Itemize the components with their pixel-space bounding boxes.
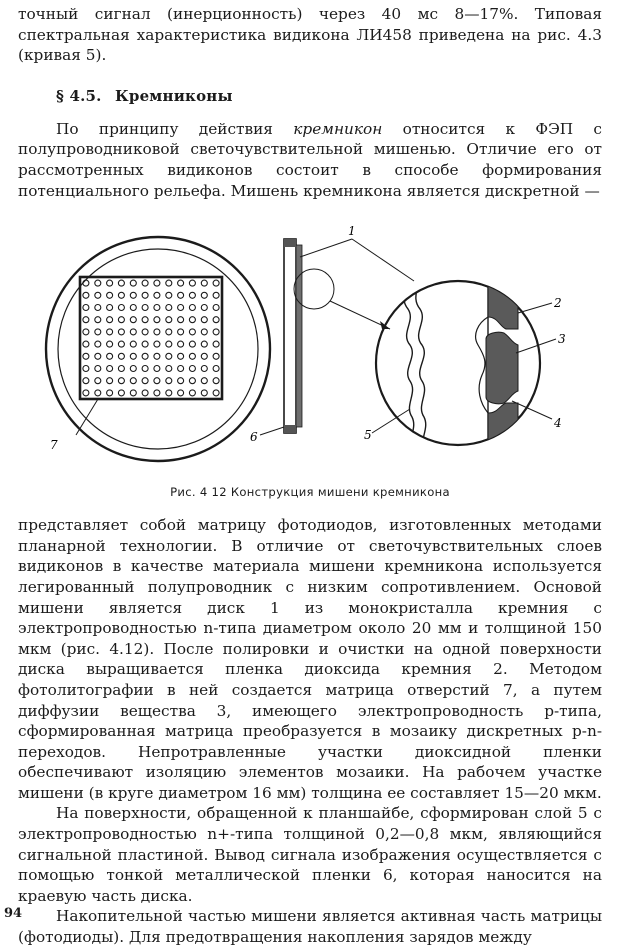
matrix-dot <box>166 329 172 335</box>
matrix-dot <box>130 292 136 298</box>
matrix-dot <box>130 280 136 286</box>
label-1: 1 <box>348 224 356 239</box>
matrix-dot <box>130 329 136 335</box>
matrix-dot <box>189 341 195 347</box>
matrix-dot <box>83 366 89 372</box>
matrix-dot <box>213 280 219 286</box>
paragraph-last: Накопительной частью мишени является активная часть матрицы (фотодиоды). Для предотвращения накопления зарядов между <box>18 907 602 947</box>
matrix-dot <box>201 378 207 384</box>
figure-caption: Рис. 4 12 Конструкция мишени кремникона <box>170 485 450 500</box>
side-layer <box>296 245 302 427</box>
matrix-dot <box>154 305 160 311</box>
matrix-dot <box>130 366 136 372</box>
matrix-dot <box>201 280 207 286</box>
side-bottom-film <box>284 425 296 433</box>
matrix-dot <box>166 366 172 372</box>
matrix-dot <box>154 378 160 384</box>
intro-part1: По принципу действия <box>56 119 294 138</box>
matrix-dot <box>201 305 207 311</box>
matrix-dot <box>118 353 124 359</box>
matrix-dot <box>213 366 219 372</box>
oxide-top <box>488 273 518 329</box>
matrix-dot <box>107 292 113 298</box>
detail-content <box>404 273 548 455</box>
matrix-dot <box>107 353 113 359</box>
paragraph-layer: На поверхности, обращенной к планшайбе, сформирован слой 5 с электропроводностью n+-типа толщиной 0,2—0,8 мкм, являющийся сигнальной пластиной. Вывод сигнала изображения осуществляется с помощью тонкой металлической пленки 6, которая наносится на краевую часть диска. <box>18 804 602 905</box>
matrix-dot <box>201 341 207 347</box>
matrix-dot <box>130 305 136 311</box>
matrix-dot <box>201 317 207 323</box>
matrix-dot <box>130 390 136 396</box>
side-plate <box>284 239 296 433</box>
leader-2 <box>518 303 552 313</box>
matrix-dot <box>83 353 89 359</box>
matrix-dot <box>118 305 124 311</box>
matrix-dot <box>95 378 101 384</box>
label-5: 5 <box>364 428 372 443</box>
matrix-dot <box>189 378 195 384</box>
matrix-dot <box>83 292 89 298</box>
matrix-dot <box>95 390 101 396</box>
matrix-dot <box>213 341 219 347</box>
matrix-dot <box>178 390 184 396</box>
figure-drawing <box>18 213 602 475</box>
matrix-dot <box>83 280 89 286</box>
matrix-dot <box>95 353 101 359</box>
matrix-dot <box>154 366 160 372</box>
matrix-dot <box>83 378 89 384</box>
paragraph-intro <box>18 119 602 201</box>
leader-1b <box>352 239 414 281</box>
matrix-dot <box>118 341 124 347</box>
matrix-dot <box>166 305 172 311</box>
matrix-dot <box>189 329 195 335</box>
p-region <box>486 332 518 404</box>
intro-part2: относится к ФЭП с полупроводниковой светочувствительной мишенью. Отличие его от рассмотренных видиконов состоит в способе формирования потенциального рельефа. Мишень кремникона является дискретной — <box>18 119 602 200</box>
matrix-dot <box>95 366 101 372</box>
matrix-dot <box>107 378 113 384</box>
matrix-dot <box>107 329 113 335</box>
label-6: 6 <box>250 430 258 445</box>
label-3: 3 <box>558 332 566 347</box>
matrix-dot <box>130 353 136 359</box>
matrix-dot <box>83 305 89 311</box>
page-body <box>18 4 602 948</box>
matrix-dot <box>154 353 160 359</box>
side-top-film <box>284 239 296 247</box>
matrix-dot <box>166 292 172 298</box>
matrix-dot <box>201 390 207 396</box>
matrix-dot <box>213 317 219 323</box>
matrix-dot <box>166 378 172 384</box>
matrix-dot <box>213 353 219 359</box>
leader-6 <box>260 427 284 435</box>
section-title: Кремниконы <box>115 86 233 105</box>
matrix-dot <box>142 305 148 311</box>
matrix-dot <box>178 280 184 286</box>
matrix-dot <box>142 353 148 359</box>
matrix-dot <box>83 390 89 396</box>
matrix-dot <box>107 280 113 286</box>
matrix-dot <box>83 341 89 347</box>
matrix-dot <box>118 280 124 286</box>
matrix-dot <box>178 329 184 335</box>
matrix-dot <box>95 317 101 323</box>
matrix-dot <box>178 353 184 359</box>
matrix-dot <box>213 390 219 396</box>
matrix-dot <box>166 390 172 396</box>
matrix-dot <box>142 292 148 298</box>
figure-4-12 <box>18 213 602 475</box>
matrix-dot <box>201 329 207 335</box>
matrix-dot <box>130 341 136 347</box>
leader-1a <box>300 239 352 257</box>
paragraph-main: представляет собой матрицу фотодиодов, изготовленных методами планарной технологии. В отличие от светочувствительных слоев видиконов в качестве материала мишени кремникона используется легированный полупроводник с низким сопротивлением. Основой мишени является диск 1 из монокристалла кремния с электропроводностью n-типа диаметром около 20 мм и толщиной 150 мкм (рис. 4.12). После полировки и очистки на одной поверхности диска выращивается пленка диоксида кремния 2. Методом фотолитографии в ней создается матрица отверстий 7, а путем диффузии вещества 3, имеющего электропроводность p-типа, сформированная матрица преобразуется в мозаику дискретных p-n-переходов. Непротравленные участки диоксидной пленки обеспечивают изоляцию элементов мозаики. На рабочем участке мишени (в круге диаметром 16 мм) толщина ее составляет 15—20 мкм. <box>18 516 602 802</box>
matrix-dot <box>154 341 160 347</box>
matrix-dot <box>83 317 89 323</box>
matrix-dot <box>107 366 113 372</box>
matrix-dot <box>154 329 160 335</box>
matrix-dot <box>95 292 101 298</box>
matrix-dot <box>166 353 172 359</box>
section-number: § 4.5. <box>56 86 102 105</box>
section-heading <box>56 87 602 105</box>
matrix-dot <box>154 280 160 286</box>
matrix-dot <box>118 292 124 298</box>
matrix-dot <box>166 341 172 347</box>
matrix-dot <box>189 353 195 359</box>
matrix-dot <box>178 366 184 372</box>
matrix-dot <box>166 317 172 323</box>
matrix-dot <box>154 390 160 396</box>
disk-inner-circle <box>58 249 258 449</box>
matrix-dot <box>130 317 136 323</box>
matrix-dot <box>142 317 148 323</box>
matrix-dot <box>118 329 124 335</box>
matrix-dot <box>189 390 195 396</box>
matrix-dot <box>107 317 113 323</box>
matrix-dot <box>213 305 219 311</box>
matrix-dot <box>178 292 184 298</box>
leader-7 <box>76 399 98 435</box>
page-number: 94 <box>4 906 23 921</box>
matrix-dot <box>178 341 184 347</box>
matrix-dot <box>142 390 148 396</box>
matrix-dot <box>201 292 207 298</box>
matrix-dot <box>107 341 113 347</box>
matrix-dot <box>130 378 136 384</box>
intro-term: кремникон <box>293 119 383 138</box>
matrix-dot <box>142 366 148 372</box>
matrix-dot <box>178 317 184 323</box>
oxide-bottom <box>488 403 518 455</box>
matrix-dot <box>118 317 124 323</box>
matrix-dot <box>142 329 148 335</box>
matrix-dot <box>178 378 184 384</box>
label-4: 4 <box>554 416 562 431</box>
matrix-dot <box>95 341 101 347</box>
matrix-dot <box>178 305 184 311</box>
leader-5 <box>372 409 410 433</box>
matrix-dot <box>189 366 195 372</box>
label-7: 7 <box>50 438 58 453</box>
matrix-dot <box>107 305 113 311</box>
matrix-dot <box>142 378 148 384</box>
paragraph-top: точный сигнал (инерционность) через 40 мс 8—17%. Типовая спектральная характеристика видикона ЛИ458 приведена на рис. 4.3 (кривая 5). <box>18 5 602 65</box>
matrix-dot <box>154 317 160 323</box>
matrix-dot <box>189 305 195 311</box>
matrix-dot <box>166 280 172 286</box>
matrix-dot <box>189 317 195 323</box>
matrix-dot <box>201 366 207 372</box>
matrix-dot <box>118 366 124 372</box>
matrix-dot <box>142 341 148 347</box>
matrix-dot <box>95 280 101 286</box>
matrix-dot <box>142 280 148 286</box>
matrix-dot <box>118 378 124 384</box>
matrix-dot <box>154 292 160 298</box>
matrix-dot <box>95 305 101 311</box>
matrix-dot <box>189 292 195 298</box>
matrix-dot <box>213 292 219 298</box>
matrix-dot <box>107 390 113 396</box>
matrix-dot <box>213 329 219 335</box>
matrix-dot <box>95 329 101 335</box>
matrix-dot <box>118 390 124 396</box>
matrix-dot <box>189 280 195 286</box>
interface-curve <box>416 273 426 453</box>
label-2: 2 <box>554 296 562 311</box>
matrix-dot <box>83 329 89 335</box>
matrix-dot <box>213 378 219 384</box>
matrix-dot-grid <box>83 280 219 396</box>
matrix-dot <box>201 353 207 359</box>
